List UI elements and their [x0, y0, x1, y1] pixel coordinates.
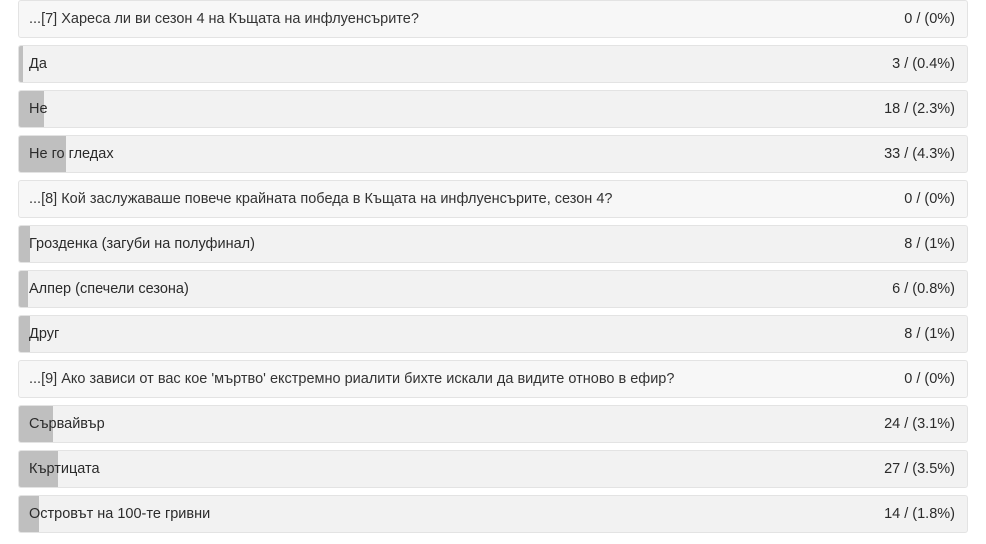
poll-answer-row[interactable]: [18, 90, 968, 128]
poll-row-label: Не: [29, 101, 48, 117]
poll-row-content: [19, 226, 967, 262]
poll-row-content: [19, 316, 967, 352]
poll-question-row[interactable]: [18, 360, 968, 398]
poll-row-label: Не го гледах: [29, 146, 114, 162]
poll-answer-row[interactable]: [18, 45, 968, 83]
poll-row-content: [19, 1, 967, 37]
poll-question-row[interactable]: [18, 0, 968, 38]
poll-row-value: 8 / (1%): [904, 236, 955, 252]
poll-row-content: [19, 361, 967, 397]
poll-row-label: Да: [29, 56, 47, 72]
poll-row-content: [19, 406, 967, 442]
poll-row-value: 18 / (2.3%): [884, 101, 955, 117]
poll-row-content: [19, 136, 967, 172]
poll-row-value: 0 / (0%): [904, 371, 955, 387]
poll-row-value: 27 / (3.5%): [884, 461, 955, 477]
poll-row-label: Грозденка (загуби на полуфинал): [29, 236, 255, 252]
poll-row-label: ...[9] Ако зависи от вас кое 'мъртво' екстремно риалити бихте искали да видите отново в ефир?: [29, 371, 675, 387]
poll-answer-row[interactable]: [18, 315, 968, 353]
poll-row-value: 33 / (4.3%): [884, 146, 955, 162]
poll-row-value: 3 / (0.4%): [892, 56, 955, 72]
poll-row-label: Островът на 100-те гривни: [29, 506, 211, 522]
poll-row-label: ...[8] Кой заслужаваше повече крайната победа в Къщата на инфлуенсърите, сезон 4?: [29, 191, 613, 207]
poll-row-content: [19, 91, 967, 127]
poll-row-content: [19, 181, 967, 217]
poll-row-label: Друг: [29, 326, 60, 342]
poll-answer-row[interactable]: [18, 495, 968, 533]
poll-answer-row[interactable]: [18, 135, 968, 173]
poll-answer-row[interactable]: [18, 225, 968, 263]
poll-row-value: 0 / (0%): [904, 191, 955, 207]
poll-row-value: 14 / (1.8%): [884, 506, 955, 522]
poll-row-value: 8 / (1%): [904, 326, 955, 342]
poll-row-label: Сървайвър: [29, 416, 105, 432]
poll-answer-row[interactable]: [18, 270, 968, 308]
poll-answer-row[interactable]: [18, 450, 968, 488]
poll-row-content: [19, 496, 967, 532]
poll-row-content: [19, 271, 967, 307]
poll-row-value: 0 / (0%): [904, 11, 955, 27]
poll-row-value: 6 / (0.8%): [892, 281, 955, 297]
poll-row-label: Алпер (спечели сезона): [29, 281, 189, 297]
poll-row-label: ...[7] Хареса ли ви сезон 4 на Къщата на инфлуенсърите?: [29, 11, 419, 27]
poll-row-content: [19, 46, 967, 82]
poll-question-row[interactable]: [18, 180, 968, 218]
poll-row-label: Къртицата: [29, 461, 100, 477]
poll-answer-row[interactable]: [18, 405, 968, 443]
poll-row-value: 24 / (3.1%): [884, 416, 955, 432]
poll-row-content: [19, 451, 967, 487]
